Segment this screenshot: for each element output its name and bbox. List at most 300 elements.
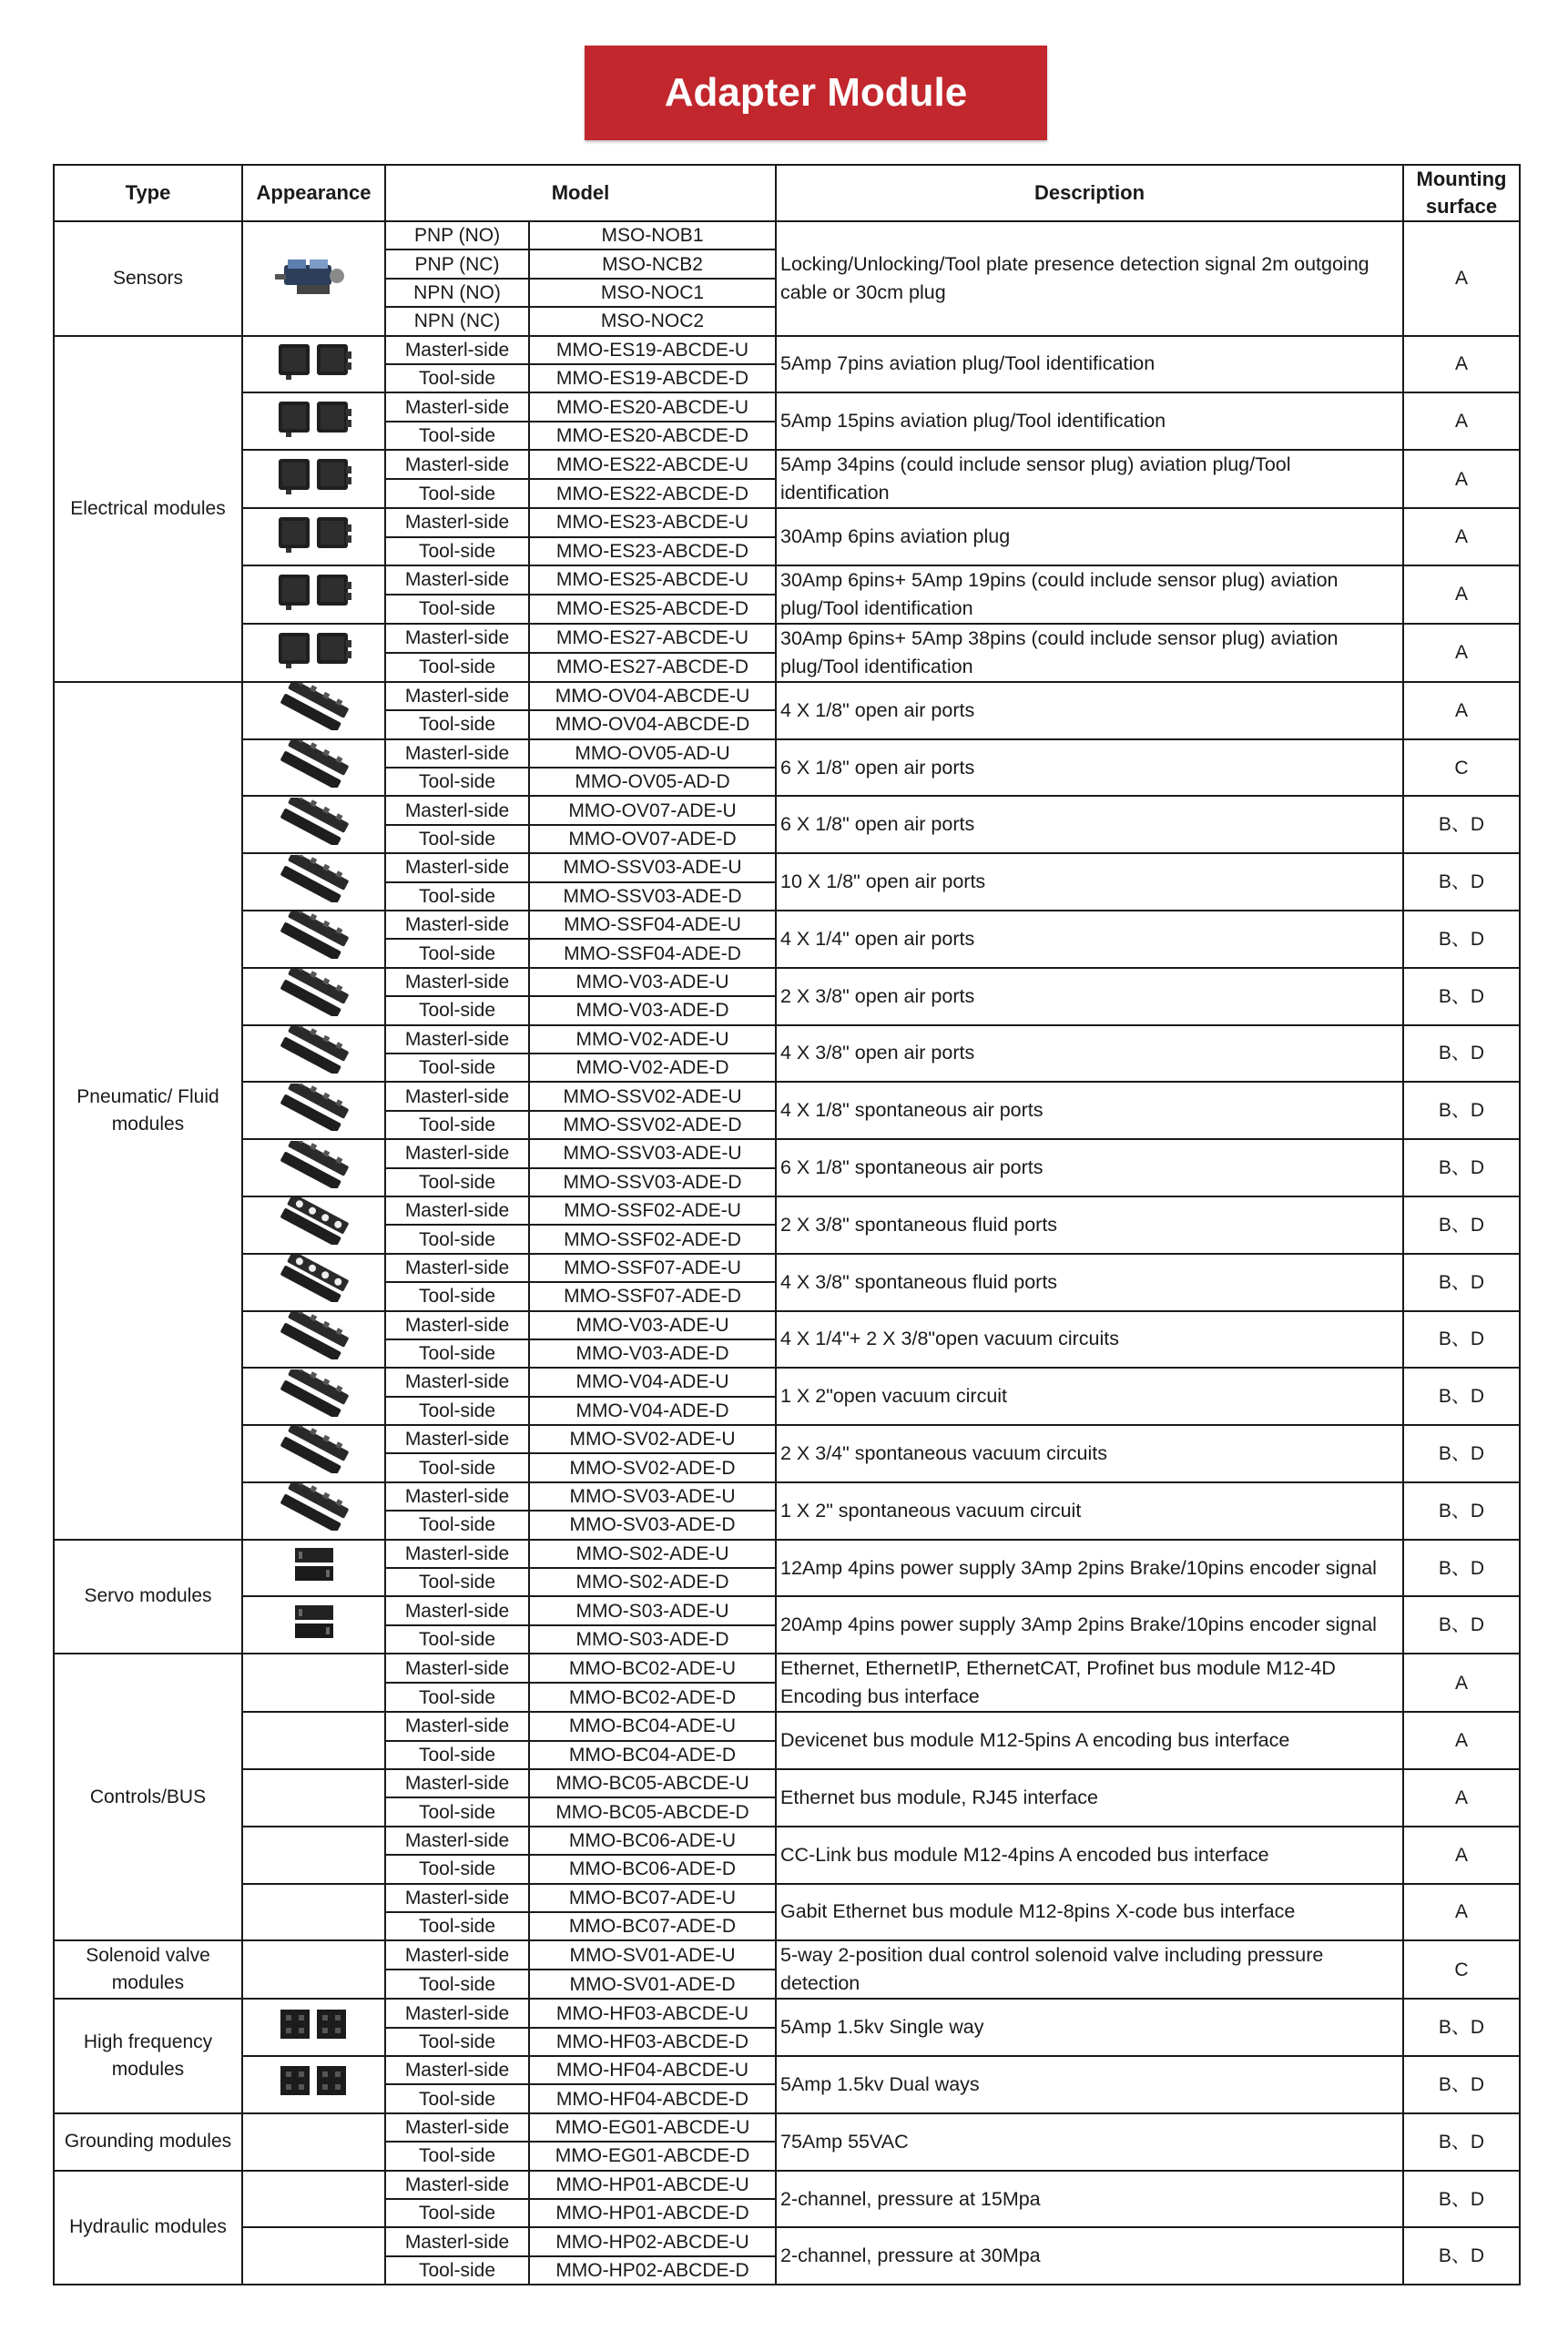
description-cell: Locking/Unlocking/Tool plate presence detection signal 2m outgoing cable or 30cm plug (776, 221, 1403, 336)
model-cell: MMO-OV04-ABCDE-D (529, 710, 776, 738)
side-cell: Masterl-side (385, 968, 529, 996)
mounting-surface-cell: A (1403, 450, 1520, 508)
model-cell: MMO-HF04-ABCDE-U (529, 2056, 776, 2084)
side-cell: Masterl-side (385, 392, 529, 421)
description-cell: 4 X 1/8" spontaneous air ports (776, 1082, 1403, 1139)
table-row (54, 1654, 1520, 1683)
model-cell: MMO-OV04-ABCDE-U (529, 682, 776, 710)
table-row (54, 392, 1520, 421)
side-cell: Tool-side (385, 1054, 529, 1082)
header-appearance: Appearance (242, 165, 385, 221)
servo-stack-icon (275, 1542, 353, 1593)
model-cell: MMO-S02-ADE-U (529, 1540, 776, 1568)
table-row (54, 1999, 1520, 2027)
side-cell: Masterl-side (385, 1827, 529, 1855)
model-cell: MSO-NOC2 (529, 307, 776, 335)
appearance-cell (242, 1196, 385, 1254)
model-cell: MMO-HF04-ABCDE-D (529, 2084, 776, 2112)
appearance-cell (242, 1082, 385, 1139)
electrical-pair-icon (275, 512, 353, 563)
type-cell: High frequency modules (54, 1999, 242, 2113)
model-cell: MMO-SSF07-ADE-D (529, 1282, 776, 1310)
header-row (54, 165, 1520, 221)
hf-pair-icon (275, 2061, 353, 2108)
side-cell: Tool-side (385, 2199, 529, 2227)
description-cell: 30Amp 6pins+ 5Amp 19pins (could include sensor plug) aviation plug/Tool identification (776, 565, 1403, 624)
table-row (54, 1482, 1520, 1511)
model-cell: MMO-ES20-ABCDE-U (529, 392, 776, 421)
mounting-surface-cell: A (1403, 565, 1520, 624)
side-cell: Masterl-side (385, 682, 529, 710)
appearance-cell (242, 2171, 385, 2228)
valve-block-icon (275, 911, 353, 966)
mounting-surface-cell: B、D (1403, 1999, 1520, 2056)
appearance-cell (242, 392, 385, 450)
mounting-surface-cell: B、D (1403, 1482, 1520, 1540)
type-cell: Hydraulic modules (54, 2171, 242, 2285)
description-cell: Devicenet bus module M12-5pins A encoding bus interface (776, 1712, 1403, 1769)
table-row (54, 450, 1520, 479)
mounting-surface-cell: A (1403, 624, 1520, 682)
side-cell: Masterl-side (385, 336, 529, 364)
appearance-cell (242, 682, 385, 739)
header-description: Description (776, 165, 1403, 221)
model-cell: MMO-V04-ADE-D (529, 1397, 776, 1425)
side-cell: Masterl-side (385, 1254, 529, 1282)
type-cell: Solenoid valve modules (54, 1940, 242, 1999)
appearance-cell (242, 2227, 385, 2285)
table-row (54, 1139, 1520, 1167)
appearance-cell (242, 1368, 385, 1425)
table-row (54, 1254, 1520, 1282)
valve-block-icon (275, 1084, 353, 1138)
appearance-cell (242, 968, 385, 1025)
model-cell: MMO-EG01-ABCDE-D (529, 2142, 776, 2170)
appearance-cell (242, 1940, 385, 1999)
adapter-module-table (53, 164, 1521, 2285)
table-row (54, 739, 1520, 768)
side-cell: Masterl-side (385, 2056, 529, 2084)
description-cell: 20Amp 4pins power supply 3Amp 2pins Brake/10pins encoder signal (776, 1596, 1403, 1654)
description-cell: 6 X 1/8" open air ports (776, 796, 1403, 853)
valve-block-icon (275, 855, 353, 910)
model-cell: MSO-NOC1 (529, 279, 776, 307)
appearance-cell (242, 1025, 385, 1083)
table-row (54, 2227, 1520, 2255)
description-cell: 2 X 3/8" spontaneous fluid ports (776, 1196, 1403, 1254)
side-cell: Tool-side (385, 653, 529, 682)
description-cell: 12Amp 4pins power supply 3Amp 2pins Brake/10pins encoder signal (776, 1540, 1403, 1597)
description-cell: 5-way 2-position dual control solenoid valve including pressure detection (776, 1940, 1403, 1999)
model-cell: MMO-ES19-ABCDE-D (529, 364, 776, 392)
side-cell: Tool-side (385, 1797, 529, 1826)
side-cell: Tool-side (385, 2256, 529, 2285)
valve-block-icon (275, 683, 353, 738)
fluid-block-icon (275, 1197, 353, 1252)
side-cell: Masterl-side (385, 796, 529, 824)
mounting-surface-cell: B、D (1403, 2056, 1520, 2113)
model-cell: MMO-SSV02-ADE-U (529, 1082, 776, 1110)
mounting-surface-cell: B、D (1403, 1425, 1520, 1482)
table-row (54, 2113, 1520, 2142)
description-cell: 5Amp 15pins aviation plug/Tool identification (776, 392, 1403, 450)
model-cell: MMO-V02-ADE-U (529, 1025, 776, 1054)
electrical-pair-icon (275, 396, 353, 447)
model-cell: MMO-BC06-ADE-U (529, 1827, 776, 1855)
side-cell: Masterl-side (385, 2171, 529, 2199)
model-cell: MMO-S02-ADE-D (529, 1568, 776, 1596)
model-cell: MMO-SV03-ADE-D (529, 1511, 776, 1539)
description-cell: 6 X 1/8" open air ports (776, 739, 1403, 797)
side-cell: Masterl-side (385, 450, 529, 479)
valve-block-icon (275, 1312, 353, 1367)
mounting-surface-cell: B、D (1403, 968, 1520, 1025)
model-cell: MMO-SSF04-ADE-U (529, 911, 776, 939)
model-cell: MMO-HF03-ABCDE-U (529, 1999, 776, 2027)
table-row (54, 2056, 1520, 2084)
table-row (54, 1025, 1520, 1054)
mounting-surface-cell: A (1403, 508, 1520, 565)
description-cell: 75Amp 55VAC (776, 2113, 1403, 2171)
model-cell: MMO-V03-ADE-D (529, 996, 776, 1024)
mounting-surface-cell: B、D (1403, 796, 1520, 853)
side-cell: Masterl-side (385, 1596, 529, 1624)
appearance-cell (242, 911, 385, 968)
table-row (54, 1827, 1520, 1855)
table-row (54, 682, 1520, 710)
mounting-surface-cell: B、D (1403, 1368, 1520, 1425)
side-cell: Tool-side (385, 939, 529, 967)
model-cell: MMO-HP02-ABCDE-U (529, 2227, 776, 2255)
side-cell: Masterl-side (385, 565, 529, 595)
table-row (54, 2171, 1520, 2199)
description-cell: 2-channel, pressure at 15Mpa (776, 2171, 1403, 2228)
side-cell: Masterl-side (385, 1368, 529, 1396)
side-cell: Tool-side (385, 2028, 529, 2056)
model-cell: MMO-V02-ADE-D (529, 1054, 776, 1082)
side-cell: Tool-side (385, 996, 529, 1024)
mounting-surface-cell: C (1403, 739, 1520, 797)
table-row (54, 1712, 1520, 1740)
side-cell: Masterl-side (385, 1940, 529, 1970)
appearance-cell (242, 1139, 385, 1196)
valve-block-icon (275, 969, 353, 1023)
model-cell: MMO-ES23-ABCDE-U (529, 508, 776, 536)
side-cell: Masterl-side (385, 1311, 529, 1339)
table-row (54, 1769, 1520, 1797)
side-cell: Masterl-side (385, 739, 529, 768)
mounting-surface-cell: C (1403, 1940, 1520, 1999)
model-cell: MMO-HP01-ABCDE-U (529, 2171, 776, 2199)
model-cell: MMO-SSV03-ADE-D (529, 1168, 776, 1196)
side-cell: Masterl-side (385, 2227, 529, 2255)
side-cell: Tool-side (385, 422, 529, 450)
table-row (54, 968, 1520, 996)
side-cell: Tool-side (385, 1282, 529, 1310)
table-row (54, 1540, 1520, 1568)
model-cell: MMO-SV02-ADE-D (529, 1453, 776, 1481)
model-cell: MMO-ES27-ABCDE-D (529, 653, 776, 682)
model-cell: MMO-BC07-ADE-D (529, 1912, 776, 1940)
appearance-cell (242, 1540, 385, 1597)
appearance-cell (242, 450, 385, 508)
model-cell: MMO-ES22-ABCDE-D (529, 479, 776, 508)
side-cell: Tool-side (385, 1912, 529, 1940)
model-cell: MSO-NCB2 (529, 249, 776, 278)
model-cell: MSO-NOB1 (529, 221, 776, 249)
appearance-cell (242, 1712, 385, 1769)
appearance-cell (242, 1425, 385, 1482)
model-cell: MMO-ES20-ABCDE-D (529, 422, 776, 450)
side-cell: Masterl-side (385, 1196, 529, 1225)
side-cell: Tool-side (385, 1511, 529, 1539)
mounting-surface-cell: B、D (1403, 1139, 1520, 1196)
mounting-surface-cell: A (1403, 392, 1520, 450)
model-cell: MMO-ES23-ABCDE-D (529, 537, 776, 565)
mounting-surface-cell: A (1403, 221, 1520, 336)
table-row (54, 1082, 1520, 1110)
side-cell: Masterl-side (385, 1654, 529, 1683)
mounting-surface-cell: A (1403, 1769, 1520, 1827)
electrical-pair-icon (275, 339, 353, 390)
side-cell: Masterl-side (385, 1884, 529, 1912)
mounting-surface-cell: B、D (1403, 911, 1520, 968)
side-cell: Tool-side (385, 710, 529, 738)
side-cell: Tool-side (385, 1111, 529, 1139)
valve-block-icon (275, 1369, 353, 1424)
mounting-surface-cell: A (1403, 682, 1520, 739)
appearance-cell (242, 624, 385, 682)
description-cell: 5Amp 1.5kv Single way (776, 1999, 1403, 2056)
model-cell: MMO-SV03-ADE-U (529, 1482, 776, 1511)
valve-block-icon (275, 1483, 353, 1538)
side-cell: Masterl-side (385, 911, 529, 939)
side-cell: Masterl-side (385, 1139, 529, 1167)
description-cell: 4 X 1/8" open air ports (776, 682, 1403, 739)
description-cell: 2 X 3/8" open air ports (776, 968, 1403, 1025)
table-row (54, 624, 1520, 653)
model-cell: MMO-HP01-ABCDE-D (529, 2199, 776, 2227)
appearance-cell (242, 739, 385, 797)
appearance-cell (242, 336, 385, 393)
header-type: Type (54, 165, 242, 221)
side-cell: Tool-side (385, 595, 529, 624)
servo-stack-icon (275, 1600, 353, 1651)
side-cell: Tool-side (385, 364, 529, 392)
model-cell: MMO-ES25-ABCDE-U (529, 565, 776, 595)
side-cell: Tool-side (385, 1397, 529, 1425)
electrical-pair-icon (275, 627, 353, 678)
electrical-pair-icon (275, 453, 353, 504)
description-cell: 5Amp 1.5kv Dual ways (776, 2056, 1403, 2113)
type-cell: Pneumatic/ Fluid modules (54, 682, 242, 1540)
table-row (54, 1368, 1520, 1396)
model-cell: MMO-SV01-ADE-U (529, 1940, 776, 1970)
valve-block-icon (275, 1426, 353, 1481)
model-cell: MMO-ES25-ABCDE-D (529, 595, 776, 624)
valve-block-icon (275, 1026, 353, 1081)
description-cell: 5Amp 7pins aviation plug/Tool identification (776, 336, 1403, 393)
side-cell: Masterl-side (385, 1999, 529, 2027)
model-cell: MMO-V03-ADE-U (529, 1311, 776, 1339)
side-cell: Masterl-side (385, 1082, 529, 1110)
table-row (54, 796, 1520, 824)
description-cell: 2-channel, pressure at 30Mpa (776, 2227, 1403, 2285)
side-cell: Tool-side (385, 537, 529, 565)
appearance-cell (242, 2113, 385, 2171)
model-cell: MMO-BC02-ADE-U (529, 1654, 776, 1683)
appearance-cell (242, 1482, 385, 1540)
model-cell: MMO-BC04-ADE-U (529, 1712, 776, 1740)
mounting-surface-cell: B、D (1403, 1196, 1520, 1254)
model-cell: MMO-OV07-ADE-U (529, 796, 776, 824)
model-cell: MMO-BC05-ABCDE-U (529, 1769, 776, 1797)
type-cell: Electrical modules (54, 336, 242, 682)
appearance-cell (242, 1654, 385, 1712)
side-cell: PNP (NO) (385, 221, 529, 249)
side-cell: Masterl-side (385, 1025, 529, 1054)
table-row (54, 853, 1520, 881)
model-cell: MMO-SSV02-ADE-D (529, 1111, 776, 1139)
table-row (54, 508, 1520, 536)
description-cell: 2 X 3/4" spontaneous vacuum circuits (776, 1425, 1403, 1482)
type-cell: Servo modules (54, 1540, 242, 1654)
valve-block-icon (275, 740, 353, 795)
mounting-surface-cell: B、D (1403, 2227, 1520, 2285)
side-cell: PNP (NC) (385, 249, 529, 278)
side-cell: Tool-side (385, 479, 529, 508)
side-cell: Tool-side (385, 1168, 529, 1196)
side-cell: Tool-side (385, 1683, 529, 1712)
side-cell: Tool-side (385, 1339, 529, 1368)
description-cell: 4 X 1/4"+ 2 X 3/8"open vacuum circuits (776, 1311, 1403, 1369)
table-row (54, 336, 1520, 364)
header-mounting-surface: Mounting surface (1403, 165, 1520, 221)
mounting-surface-cell: B、D (1403, 1596, 1520, 1654)
mounting-surface-cell: B、D (1403, 1025, 1520, 1083)
mounting-surface-cell: B、D (1403, 1082, 1520, 1139)
side-cell: Tool-side (385, 882, 529, 911)
valve-block-icon (275, 798, 353, 852)
table-row (54, 565, 1520, 595)
side-cell: Tool-side (385, 1568, 529, 1596)
side-cell: Masterl-side (385, 1425, 529, 1453)
model-cell: MMO-V03-ADE-U (529, 968, 776, 996)
mounting-surface-cell: A (1403, 1827, 1520, 1884)
appearance-cell (242, 1254, 385, 1311)
side-cell: Tool-side (385, 1453, 529, 1481)
model-cell: MMO-BC05-ABCDE-D (529, 1797, 776, 1826)
mounting-surface-cell: A (1403, 336, 1520, 393)
description-cell: 4 X 3/8" spontaneous fluid ports (776, 1254, 1403, 1311)
table-row (54, 1884, 1520, 1912)
appearance-cell (242, 1884, 385, 1941)
side-cell: Masterl-side (385, 508, 529, 536)
model-cell: MMO-ES19-ABCDE-U (529, 336, 776, 364)
mounting-surface-cell: A (1403, 1654, 1520, 1712)
description-cell: 10 X 1/8" open air ports (776, 853, 1403, 911)
appearance-cell (242, 853, 385, 911)
description-cell: Gabit Ethernet bus module M12-8pins X-code bus interface (776, 1884, 1403, 1941)
type-cell: Grounding modules (54, 2113, 242, 2171)
side-cell: NPN (NO) (385, 279, 529, 307)
model-cell: MMO-SSV03-ADE-U (529, 1139, 776, 1167)
appearance-cell (242, 1827, 385, 1884)
table-row (54, 1596, 1520, 1624)
side-cell: Masterl-side (385, 1540, 529, 1568)
table-row (54, 1940, 1520, 1970)
table-row (54, 1311, 1520, 1339)
model-cell: MMO-SV01-ADE-D (529, 1970, 776, 1999)
description-cell: 30Amp 6pins+ 5Amp 38pins (could include sensor plug) aviation plug/Tool identification (776, 624, 1403, 682)
appearance-cell (242, 1311, 385, 1369)
side-cell: Tool-side (385, 768, 529, 796)
appearance-cell (242, 565, 385, 624)
model-cell: MMO-V03-ADE-D (529, 1339, 776, 1368)
side-cell: Masterl-side (385, 1482, 529, 1511)
description-cell: 4 X 3/8" open air ports (776, 1025, 1403, 1083)
table-row (54, 911, 1520, 939)
appearance-cell (242, 1999, 385, 2056)
mounting-surface-cell: B、D (1403, 853, 1520, 911)
side-cell: Tool-side (385, 1625, 529, 1654)
mounting-surface-cell: B、D (1403, 2171, 1520, 2228)
sensor-unit-icon (275, 249, 353, 309)
model-cell: MMO-HP02-ABCDE-D (529, 2256, 776, 2285)
model-cell: MMO-OV05-AD-U (529, 739, 776, 768)
electrical-pair-icon (275, 569, 353, 620)
model-cell: MMO-SSV03-ADE-U (529, 853, 776, 881)
description-cell: 5Amp 34pins (could include sensor plug) aviation plug/Tool identification (776, 450, 1403, 508)
type-cell: Sensors (54, 221, 242, 336)
mounting-surface-cell: B、D (1403, 1540, 1520, 1597)
mounting-surface-cell: B、D (1403, 2113, 1520, 2171)
mounting-surface-cell: A (1403, 1884, 1520, 1941)
side-cell: Tool-side (385, 1741, 529, 1769)
side-cell: Masterl-side (385, 1712, 529, 1740)
side-cell: Tool-side (385, 1970, 529, 1999)
side-cell: Tool-side (385, 1855, 529, 1883)
model-cell: MMO-BC04-ADE-D (529, 1741, 776, 1769)
model-cell: MMO-SV02-ADE-U (529, 1425, 776, 1453)
side-cell: Masterl-side (385, 2113, 529, 2142)
description-cell: Ethernet bus module, RJ45 interface (776, 1769, 1403, 1827)
page-title: Adapter Module (585, 46, 1047, 140)
description-cell: 1 X 2" spontaneous vacuum circuit (776, 1482, 1403, 1540)
model-cell: MMO-BC07-ADE-U (529, 1884, 776, 1912)
model-cell: MMO-SSF04-ADE-D (529, 939, 776, 967)
model-cell: MMO-SSV03-ADE-D (529, 882, 776, 911)
description-cell: Ethernet, EthernetIP, EthernetCAT, Profinet bus module M12-4D Encoding bus interface (776, 1654, 1403, 1712)
model-cell: MMO-BC06-ADE-D (529, 1855, 776, 1883)
header-model: Model (385, 165, 776, 221)
fluid-block-icon (275, 1255, 353, 1309)
mounting-surface-cell: B、D (1403, 1254, 1520, 1311)
description-cell: CC-Link bus module M12-4pins A encoded bus interface (776, 1827, 1403, 1884)
table-row (54, 221, 1520, 249)
model-cell: MMO-EG01-ABCDE-U (529, 2113, 776, 2142)
description-cell: 4 X 1/4" open air ports (776, 911, 1403, 968)
model-cell: MMO-SSF02-ADE-U (529, 1196, 776, 1225)
hf-pair-icon (275, 2004, 353, 2051)
side-cell: Tool-side (385, 825, 529, 853)
side-cell: Tool-side (385, 1225, 529, 1253)
side-cell: NPN (NC) (385, 307, 529, 335)
description-cell: 6 X 1/8" spontaneous air ports (776, 1139, 1403, 1196)
side-cell: Masterl-side (385, 624, 529, 653)
model-cell: MMO-HF03-ABCDE-D (529, 2028, 776, 2056)
appearance-cell (242, 796, 385, 853)
